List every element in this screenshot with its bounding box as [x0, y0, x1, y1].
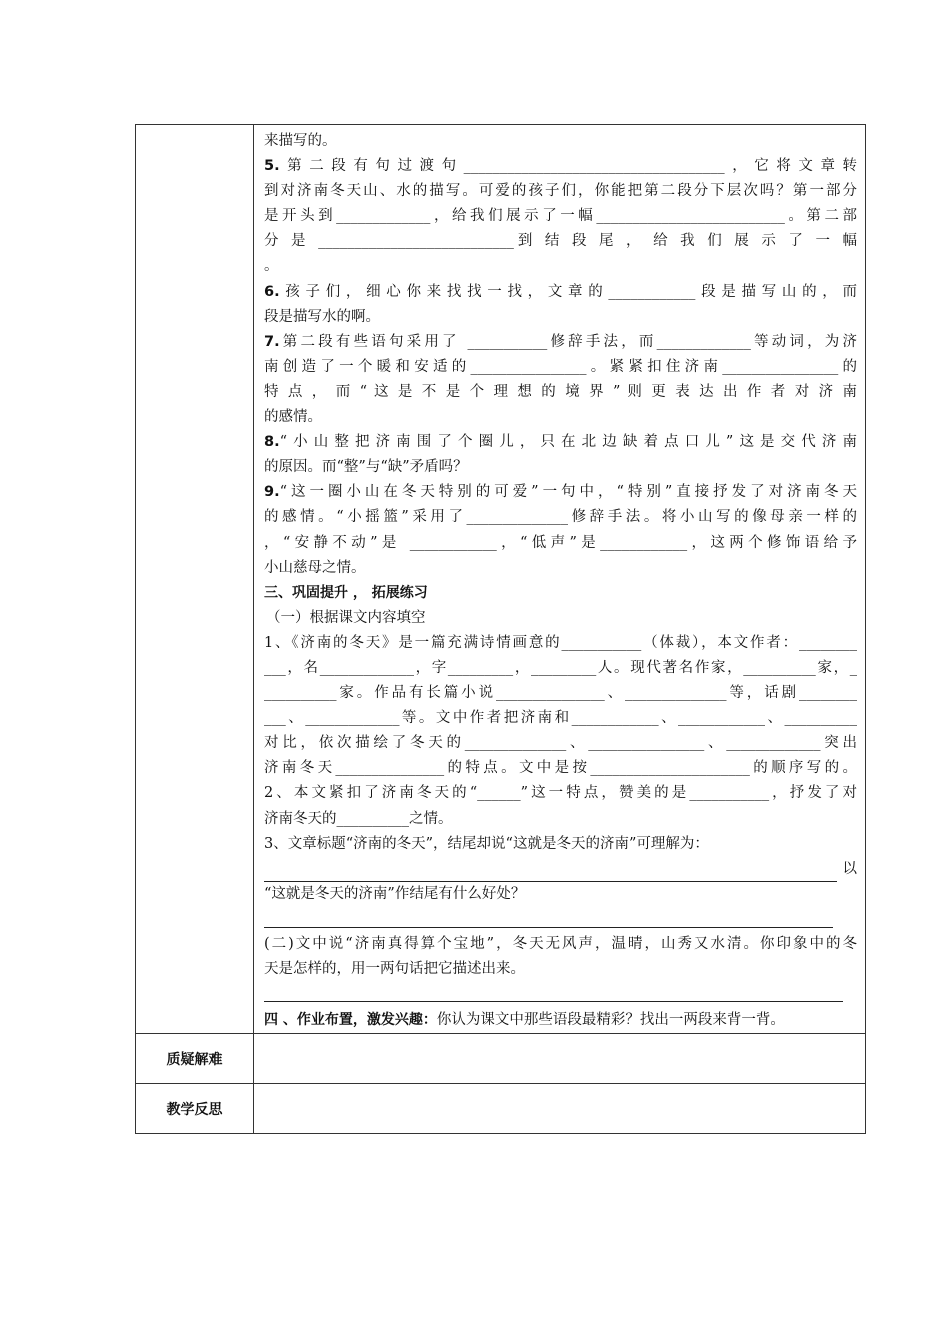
- questions-cell: [254, 1034, 866, 1084]
- text-line: 1、《济南的冬天》是一篇充满诗情画意的___________（体裁），本文作者：________: [264, 634, 857, 651]
- text-line: ___、_____________等。文中作者把济南和____________、____________、__________: [264, 710, 857, 727]
- subsection-heading: （一）根据课文内容填空: [266, 609, 426, 626]
- section-3-heading: 三、巩固提升 ， 拓展练习: [264, 584, 428, 601]
- lesson-plan-table: [135, 124, 866, 1134]
- question-text: 第二段有些语句采用了 ___________修辞手法，而_____________等动词，为济: [279, 333, 857, 350]
- section-4-heading: 四 、作业布置，激发兴趣：: [264, 1012, 437, 1029]
- content-cell: [254, 125, 866, 1034]
- question-5-line1: [264, 154, 857, 179]
- text-line: ，“安静不动”是 ____________，“低声”是____________，这两个修饰语给予: [264, 534, 857, 551]
- question-text: “小山整把济南围了个圈儿，只在北边缺着点口儿”这是交代济南: [279, 434, 857, 451]
- text-line: 的感情。: [264, 409, 322, 426]
- text-line: 2、本文紧扣了济南冬天的“______”这一特点，赞美的是___________，抒发了对: [264, 785, 857, 802]
- text-line: ___，名_____________，字_________，_________人。现代著名作家，__________家，_: [264, 659, 857, 676]
- question-number: 7.: [264, 333, 280, 350]
- section-4-text: 你认为课文中那些语段最精彩？找出一两段来背一背。: [436, 1012, 785, 1029]
- text-line: 分 是 ___________________________到 结 段 尾 ， 给 我 们 展 示 了 一 幅: [264, 233, 857, 250]
- section-4-line: [264, 1008, 857, 1033]
- text-line: 济南冬天的__________之情。: [264, 810, 453, 827]
- row-questions: [136, 1034, 866, 1084]
- text-line: 。: [264, 258, 279, 275]
- answer-line-row: [264, 857, 857, 882]
- question-number: 8.: [264, 434, 280, 451]
- answer-line: [264, 927, 833, 928]
- text-line: 到对济南冬天山、水的描写。可爱的孩子们，你能把第二段分下层次吗？第一部分: [264, 183, 857, 200]
- text-line: (二)文中说“济南真得算个宝地”，冬天无风声，温晴，山秀又水清。你印象中的冬: [264, 935, 857, 952]
- text-line: 小山慈母之情。: [264, 559, 366, 576]
- text-line: 特 点 ， 而 “ 这 是 不 是 个 理 想 的 境 界 ” 则 更 表 达 出 作 者 对 济 南: [264, 383, 857, 400]
- text-line: 南创造了一个暖和安适的________________。紧紧扣住济南________________的: [264, 358, 857, 375]
- text-line: 段是描写水的啊。: [264, 308, 380, 325]
- question-8-line1: [264, 430, 857, 455]
- text-line: __________家。作品有长篇小说_______________、______________等，话剧________: [264, 685, 857, 702]
- answer-line: [264, 1001, 843, 1002]
- text-line: 济南冬天_______________的特点。文中是按______________________的顺序写的。: [264, 760, 857, 777]
- question-6-line1: [264, 280, 857, 305]
- question-9-line1: [264, 480, 857, 505]
- question-text: “这一圈小山在冬天特别的可爱”一句中，“特别”直接抒发了对济南冬天: [279, 484, 857, 501]
- row-reflection: [136, 1084, 866, 1134]
- main-row: [136, 125, 866, 1034]
- text-line: 对比，依次描绘了冬天的______________、________________、_____________突出: [264, 735, 857, 752]
- question-text: 孩子们，细心你来找找一找，文章的____________段是描写山的，而: [279, 283, 857, 300]
- text-line: 的感情。“小摇篮”采用了______________修辞手法。将小山写的像母亲一样的: [264, 509, 857, 526]
- question-text: 第二段有句过渡句____________________________________，它将文章转: [279, 158, 857, 175]
- text-line: 是开头到_____________，给我们展示了一幅__________________________。第二部: [264, 208, 857, 225]
- row-label-questions: 质疑解难: [136, 1034, 254, 1084]
- text-fragment: 以: [842, 860, 857, 877]
- text-line: 天是怎样的，用一两句话把它描述出来。: [264, 961, 525, 977]
- left-blank-cell: [136, 125, 254, 1034]
- question-number: 6.: [264, 283, 280, 300]
- reflection-cell: [254, 1084, 866, 1134]
- answer-line: [264, 861, 837, 882]
- text-line: “这就是冬天的济南”作结尾有什么好处？: [264, 885, 526, 902]
- row-label-reflection: 教学反思: [136, 1084, 254, 1134]
- text-line: 的原因。而“整”与“缺”矛盾吗？: [264, 459, 468, 476]
- answer-line-row: [264, 982, 857, 1008]
- question-number: 5.: [264, 158, 280, 175]
- question-7-line1: [264, 330, 857, 355]
- text-line: 来描写的。: [264, 133, 337, 149]
- question-number: 9.: [264, 484, 280, 501]
- text-line: 3、文章标题“济南的冬天”，结尾却说“这就是冬天的济南”可理解为：: [264, 835, 709, 852]
- answer-line-row: [264, 907, 857, 932]
